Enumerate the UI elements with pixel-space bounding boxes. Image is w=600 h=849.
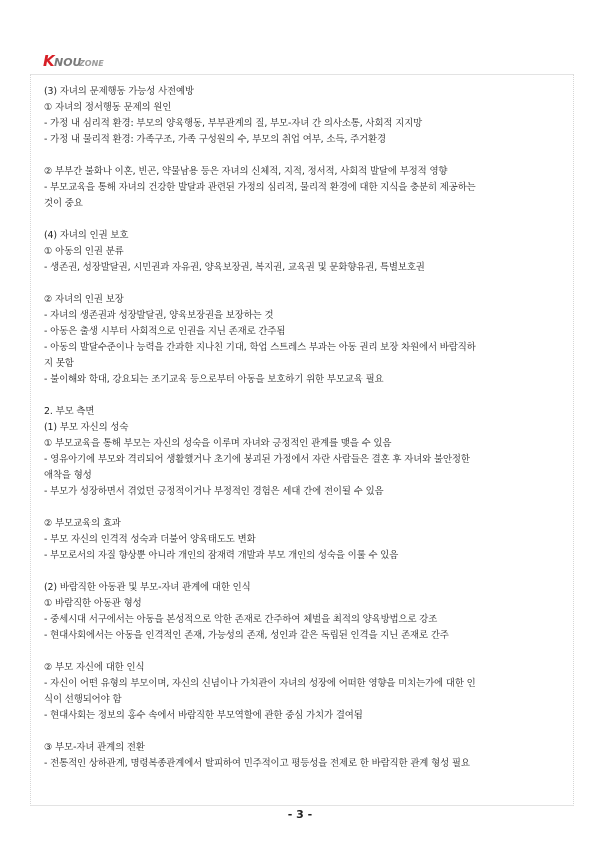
- text-line: ② 부부간 불화나 이혼, 빈곤, 약물남용 등은 자녀의 신체적, 지적, 정서적, 사회적 발달에 부정적 영향: [44, 166, 448, 177]
- text-line: ① 부모교육을 통해 부모는 자신의 성숙을 이루며 자녀와 긍정적인 관계를 맺을 수 있음: [44, 438, 392, 449]
- blank-line: [44, 148, 564, 164]
- text-line: ③ 부모-자녀 관계의 전환: [44, 742, 145, 753]
- text-line: ① 자녀의 정서행동 문제의 원인: [44, 102, 172, 113]
- blank-line: [44, 564, 564, 580]
- text-line: - 자녀의 생존권과 성장발달권, 양육보장권을 보장하는 것: [44, 310, 274, 321]
- blank-line: [44, 388, 564, 404]
- text-line: 지 못함: [44, 358, 74, 369]
- text-line: - 아동의 발달수준이나 능력을 간과한 지나친 기대, 학업 스트레스 부과는 아동 권리 보장 차원에서 바람직하: [44, 342, 476, 353]
- text-line: 것이 중요: [44, 198, 83, 209]
- document-body: [44, 84, 564, 772]
- text-line: - 가정 내 심리적 환경: 부모의 양육행동, 부부관계의 질, 부모-자녀 간 의사소통, 사회적 지지망: [44, 118, 423, 129]
- logo-nou: NOU: [54, 56, 82, 69]
- text-line: - 현대사회에서는 아동을 인격적인 존재, 가능성의 존재, 성인과 같은 독립된 인격을 지닌 존재로 간주: [44, 630, 449, 641]
- text-line: - 전통적인 상하관계, 명령복종관계에서 탈피하여 민주적이고 평등성을 전제로 한 바람직한 관계 형성 필요: [44, 758, 470, 769]
- text-line: - 불이해와 학대, 강요되는 조기교육 등으로부터 아동을 보호하기 위한 부모교육 필요: [44, 374, 384, 385]
- text-line: 애착을 형성: [44, 470, 92, 481]
- text-line: ① 바람직한 아동관 형성: [44, 598, 142, 609]
- text-line: ① 아동의 인권 분류: [44, 246, 124, 257]
- logo-zone: ZONE: [79, 59, 104, 68]
- text-line: - 자신이 어떤 유형의 부모이며, 자신의 신념이나 가치관이 자녀의 성장에 어떠한 영향을 미치는가에 대한 인: [44, 678, 476, 689]
- text-line: - 현대사회는 정보의 홍수 속에서 바람직한 부모역할에 관한 중심 가치가 결여됨: [44, 710, 363, 721]
- blank-line: [44, 276, 564, 292]
- text-line: ② 부모교육의 효과: [44, 518, 121, 529]
- text-line: 식이 선행되어야 함: [44, 694, 122, 705]
- text-line: ② 부모 자신에 대한 인식: [44, 662, 145, 673]
- logo-k: K: [43, 52, 55, 70]
- knouzone-logo: [43, 50, 113, 72]
- text-line: (3) 자녀의 문제행동 가능성 사전예방: [44, 86, 194, 97]
- blank-line: [44, 724, 564, 740]
- text-line: - 부모가 성장하면서 겪었던 긍정적이거나 부정적인 경험은 세대 간에 전이될 수 있음: [44, 486, 384, 497]
- text-line: - 부모로서의 자질 향상뿐 아니라 개인의 잠재력 개발과 부모 개인의 성숙을 이룰 수 있음: [44, 550, 399, 561]
- text-line: - 생존권, 성장발달권, 시민권과 자유권, 양육보장권, 복지권, 교육권 및 문화향유권, 특별보호권: [44, 262, 425, 273]
- page-number: - 3 -: [287, 808, 313, 821]
- blank-line: [44, 644, 564, 660]
- blank-line: [44, 212, 564, 228]
- text-line: - 아동은 출생 시부터 사회적으로 인권을 지닌 존재로 간주됨: [44, 326, 286, 337]
- text-line: (4) 자녀의 인권 보호: [44, 230, 129, 241]
- text-line: - 부모교육을 통해 자녀의 건강한 발달과 관련된 가정의 심리적, 물리적 환경에 대한 지식을 충분히 제공하는: [44, 182, 476, 193]
- text-line: 2. 부모 측면: [44, 406, 95, 417]
- text-line: - 부모 자신의 인격적 성숙과 더불어 양육태도도 변화: [44, 534, 256, 545]
- text-line: (2) 바람직한 아동관 및 부모-자녀 관계에 대한 인식: [44, 582, 251, 593]
- blank-line: [44, 500, 564, 516]
- text-line: (1) 부모 자신의 성숙: [44, 422, 129, 433]
- text-line: - 가정 내 물리적 환경: 가족구조, 가족 구성원의 수, 부모의 취업 여부, 소득, 주거환경: [44, 134, 386, 145]
- text-line: ② 자녀의 인권 보장: [44, 294, 124, 305]
- text-line: - 영유아기에 부모와 격리되어 생활했거나 초기에 붕괴된 가정에서 자란 사람들은 결혼 후 자녀와 불안정한: [44, 454, 470, 465]
- text-line: - 중세시대 서구에서는 아동을 본성적으로 악한 존재로 간주하여 체벌을 최적의 양육방법으로 강조: [44, 614, 438, 625]
